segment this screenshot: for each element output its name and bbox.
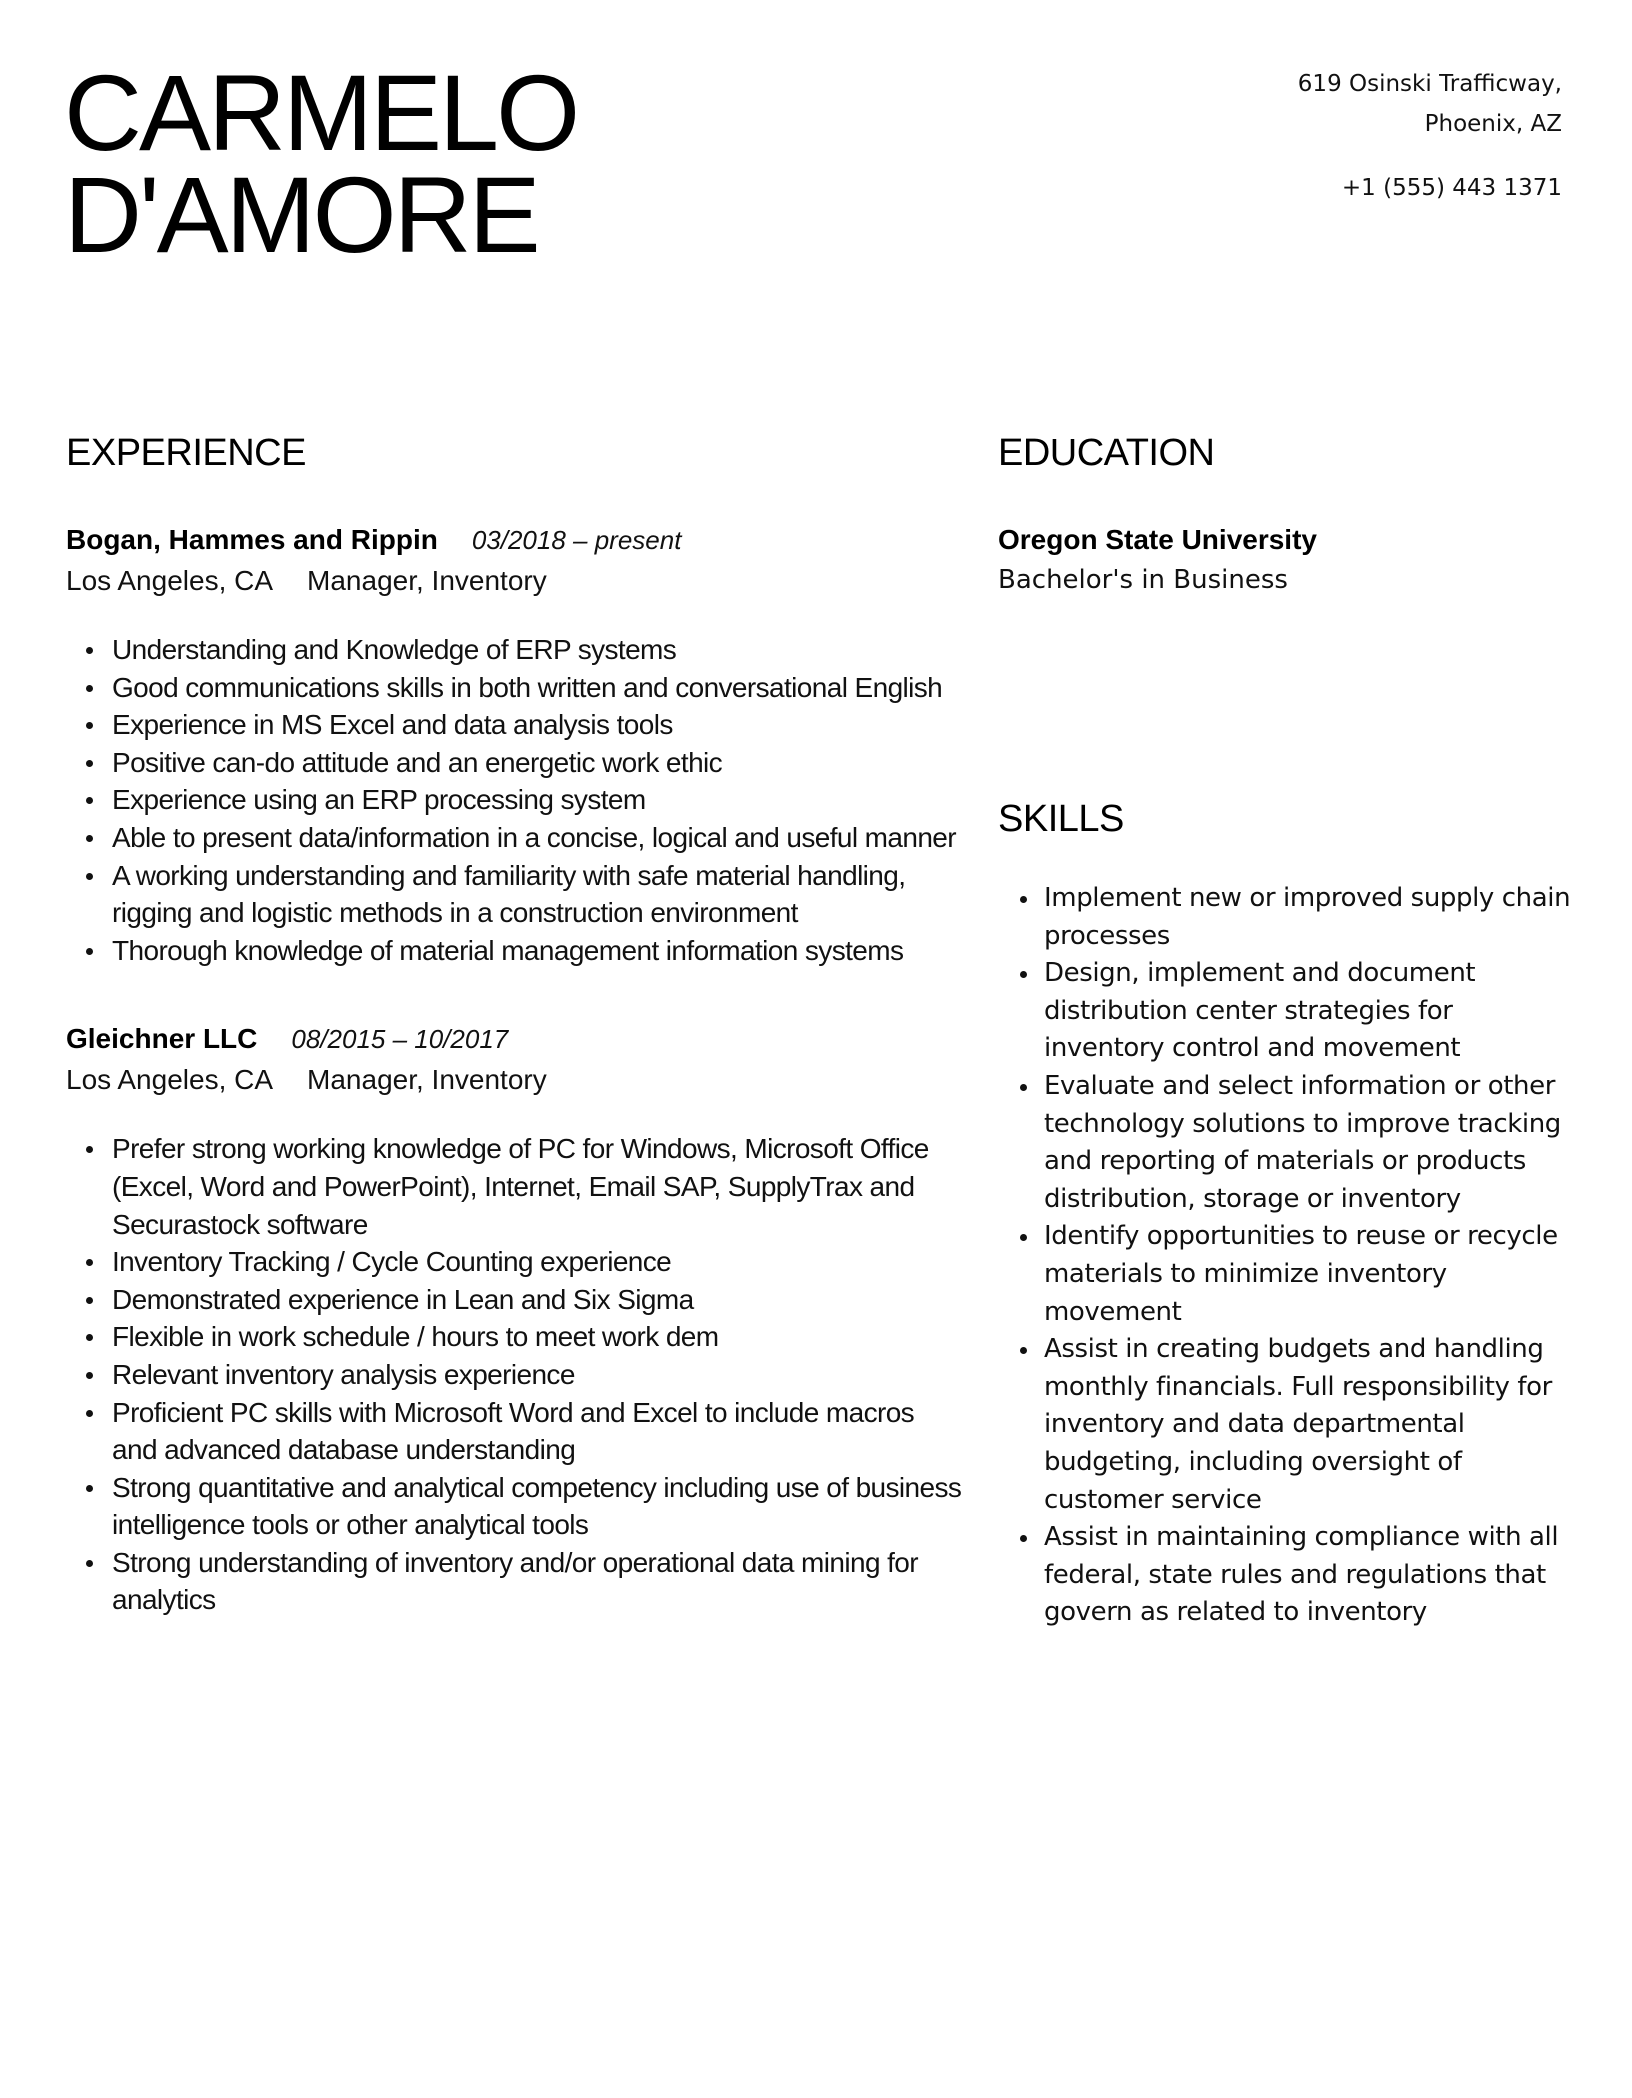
bullet-item: Flexible in work schedule / hours to meet work dem bbox=[66, 1318, 966, 1356]
address-line-1: 619 Osinski Trafficway, bbox=[1297, 71, 1562, 97]
bullet-item: Relevant inventory analysis experience bbox=[66, 1356, 966, 1394]
job-meta bbox=[66, 1060, 966, 1100]
bullet-item: Proficient PC skills with Microsoft Word and Excel to include macros and advanced database understanding bbox=[66, 1394, 966, 1469]
bullet-item: Prefer strong working knowledge of PC for Windows, Microsoft Office (Excel, Word and PowerPoint), Internet, Email SAP, SupplyTrax and Securastock software bbox=[66, 1130, 966, 1243]
skills-heading: SKILLS bbox=[998, 798, 1124, 840]
job-bullets bbox=[66, 631, 966, 969]
job-header bbox=[66, 1019, 966, 1060]
bullet-item: Demonstrated experience in Lean and Six Sigma bbox=[66, 1281, 966, 1319]
experience-heading: EXPERIENCE bbox=[66, 432, 306, 474]
name-last: D'AMORE bbox=[64, 154, 538, 275]
bullet-item: Strong understanding of inventory and/or operational data mining for analytics bbox=[66, 1544, 966, 1619]
skills-section bbox=[998, 796, 1578, 1632]
bullet-item: Able to present data/information in a concise, logical and useful manner bbox=[66, 819, 966, 857]
bullet-item: Thorough knowledge of material management information systems bbox=[66, 932, 966, 970]
bullet-item: Good communications skills in both written and conversational English bbox=[66, 669, 966, 707]
job-entry bbox=[66, 520, 966, 969]
bullet-item: A working understanding and familiarity with safe material handling, rigging and logistic methods in a construction environment bbox=[66, 857, 966, 932]
skills-list bbox=[998, 880, 1578, 1632]
phone-number: +1 (555) 443 1371 bbox=[1341, 175, 1562, 201]
education-entry bbox=[998, 520, 1578, 600]
job-dates: 08/2015 – 10/2017 bbox=[291, 1024, 509, 1055]
candidate-name bbox=[64, 52, 578, 275]
education-section bbox=[998, 430, 1578, 600]
job-header bbox=[66, 520, 966, 561]
sidebar-column bbox=[998, 430, 1578, 1628]
degree: Bachelor's in Business bbox=[998, 565, 1288, 595]
bullet-item: Experience using an ERP processing system bbox=[66, 781, 966, 819]
bullet-item: Experience in MS Excel and data analysis tools bbox=[66, 706, 966, 744]
company-name: Gleichner LLC bbox=[66, 1023, 258, 1055]
job-meta bbox=[66, 561, 966, 601]
bullet-item: Positive can-do attitude and an energetic work ethic bbox=[66, 744, 966, 782]
job-entry bbox=[66, 1019, 966, 1619]
job-bullets bbox=[66, 1130, 966, 1619]
bullet-item: Inventory Tracking / Cycle Counting experience bbox=[66, 1243, 966, 1281]
skill-item: Implement new or improved supply chain processes bbox=[998, 880, 1578, 955]
name-first: CARMELO bbox=[64, 52, 578, 173]
skill-item: Design, implement and document distribution center strategies for inventory control and movement bbox=[998, 955, 1578, 1068]
bullet-item: Strong quantitative and analytical competency including use of business intelligence tools or other analytical tools bbox=[66, 1469, 966, 1544]
skill-item: Assist in maintaining compliance with all federal, state rules and regulations that govern as related to inventory bbox=[998, 1519, 1578, 1632]
school-name: Oregon State University bbox=[998, 524, 1317, 555]
job-title: Manager, Inventory bbox=[307, 565, 547, 596]
job-location: Los Angeles, CA bbox=[66, 565, 274, 596]
experience-section bbox=[66, 430, 966, 1619]
job-location: Los Angeles, CA bbox=[66, 1064, 274, 1096]
skill-item: Assist in creating budgets and handling monthly financials. Full responsibility for inventory and data departmental budgeting, including oversight of customer service bbox=[998, 1331, 1578, 1519]
job-title: Manager, Inventory bbox=[307, 1064, 547, 1096]
address-line-2: Phoenix, AZ bbox=[1424, 111, 1562, 137]
bullet-item: Understanding and Knowledge of ERP systems bbox=[66, 631, 966, 669]
skill-item: Evaluate and select information or other technology solutions to improve tracking and reporting of materials or products distribution, storage or inventory bbox=[998, 1068, 1578, 1218]
contact-block bbox=[1298, 64, 1562, 208]
job-dates: 03/2018 – present bbox=[471, 525, 682, 555]
company-name: Bogan, Hammes and Rippin bbox=[66, 524, 438, 555]
skill-item: Identify opportunities to reuse or recycle materials to minimize inventory movement bbox=[998, 1218, 1578, 1331]
education-heading: EDUCATION bbox=[998, 432, 1215, 474]
